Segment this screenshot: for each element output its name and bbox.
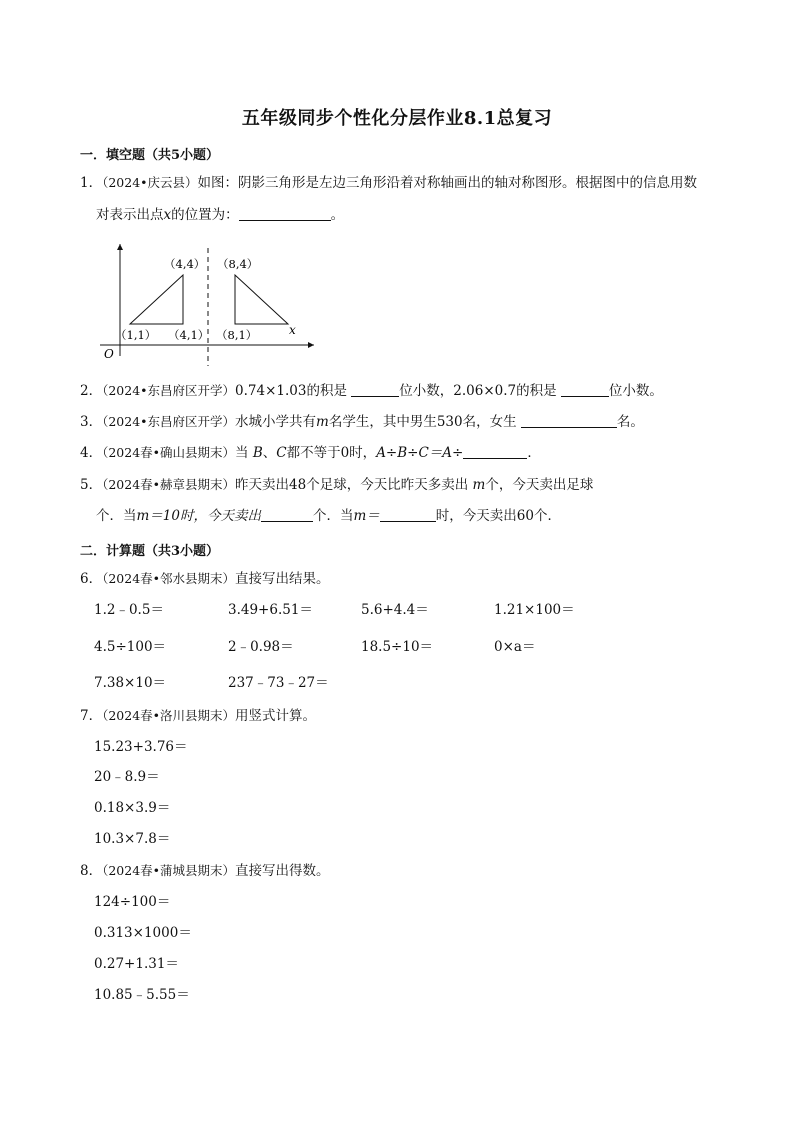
- question-text: 名学生，其中男生530名，女生: [328, 414, 517, 430]
- left-triangle: [130, 275, 183, 324]
- question-number: 7．: [80, 708, 103, 724]
- question-source: （2024•东昌府区开学）: [102, 414, 236, 429]
- variable: m: [316, 414, 329, 430]
- variable: m: [472, 477, 486, 493]
- question-text: 的位置为：: [171, 207, 239, 223]
- question-number: 1．: [80, 175, 103, 191]
- page-title: 五年级同步个性化分层作业8.1总复习: [241, 108, 553, 129]
- calc-item: 4.5÷100＝: [94, 639, 167, 655]
- question-text: 名。: [616, 414, 644, 430]
- question-1-line-2: [96, 205, 344, 225]
- answer-blank[interactable]: [380, 507, 436, 522]
- question-source: （2024春•蒲城县期末）: [102, 863, 236, 878]
- calc-item: 0.27+1.31＝: [94, 956, 179, 972]
- calc-item: 15.23+3.76＝: [94, 739, 188, 755]
- expression: m＝10时，今天卖出: [136, 508, 261, 524]
- calc-item: 10.3×7.8＝: [94, 831, 171, 847]
- calc-item: 0.313×1000＝: [94, 925, 192, 941]
- question-text: 水城小学共有: [235, 414, 317, 430]
- question-text: 个．当: [312, 508, 354, 524]
- answer-blank[interactable]: [463, 444, 527, 459]
- expression: m＝: [353, 508, 380, 524]
- question-5: [80, 475, 720, 495]
- question-3: [80, 412, 720, 432]
- question-text: 当: [235, 445, 249, 461]
- question-source: （2024春•赫章县期末）: [102, 477, 236, 492]
- answer-blank[interactable]: [521, 413, 617, 428]
- question-source: （2024•东昌府区开学）: [102, 383, 236, 398]
- calc-item: 1.21×100＝: [494, 602, 575, 618]
- expression: A÷B÷C＝A÷: [376, 445, 464, 461]
- question-6: [80, 569, 720, 589]
- calc-item: 0×a＝: [494, 639, 536, 655]
- question-7: [80, 706, 720, 726]
- question-text: 对表示出点: [96, 207, 164, 223]
- question-number: 4．: [80, 445, 103, 461]
- question-text: 个，今天卖出足球: [485, 477, 594, 493]
- question-source: （2024•庆云县）: [102, 175, 198, 190]
- point-label: （1,1）: [115, 328, 157, 342]
- calc-item: 1.2﹣0.5＝: [94, 602, 164, 618]
- question-source: （2024春•洛川县期末）: [102, 708, 236, 723]
- question-1: [80, 173, 720, 193]
- question-5-line-2: [96, 506, 561, 526]
- question-text: 个．当: [96, 508, 137, 524]
- reflected-triangle: [235, 275, 288, 324]
- question-text: 如图：阴影三角形是左边三角形沿着对称轴画出的轴对称图形。根据图中的信息用数: [197, 175, 698, 191]
- question-source: （2024春•邻水县期末）: [102, 571, 236, 586]
- calc-item: 2﹣0.98＝: [228, 639, 294, 655]
- question-4: [80, 443, 720, 463]
- calc-item: 0.18×3.9＝: [94, 800, 171, 816]
- point-label: （8,1）: [216, 328, 258, 342]
- calc-item: 124÷100＝: [94, 894, 171, 910]
- variable: x: [163, 207, 172, 223]
- question-number: 6．: [80, 571, 103, 587]
- x-point-label: x: [289, 323, 296, 337]
- answer-blank[interactable]: [239, 206, 331, 221]
- question-text: 用竖式计算。: [235, 708, 317, 724]
- question-text: 都不等于0时，: [286, 445, 377, 461]
- question-text: 位小数。: [608, 383, 663, 399]
- punctuation: 。: [330, 207, 345, 223]
- calc-item: 10.85﹣5.55＝: [94, 987, 190, 1003]
- point-label: （4,1）: [168, 328, 210, 342]
- point-label: （4,4）: [164, 257, 206, 271]
- question-text: 0.74×1.03的积是: [235, 383, 347, 399]
- answer-blank[interactable]: [351, 382, 399, 397]
- question-8: [80, 861, 720, 881]
- question-number: 5．: [80, 477, 103, 493]
- calc-item: 5.6+4.4＝: [361, 602, 429, 618]
- point-label: （8,4）: [217, 257, 259, 271]
- calc-item: 237﹣73﹣27＝: [228, 675, 329, 691]
- question-text: 直接写出结果。: [235, 571, 330, 587]
- coordinate-figure: [90, 238, 330, 368]
- question-text: 直接写出得数。: [235, 863, 330, 879]
- calc-item: 20﹣8.9＝: [94, 769, 160, 785]
- punctuation: 、: [262, 445, 277, 461]
- section-heading-calculation: 二．计算题（共3小题）: [80, 544, 220, 559]
- question-number: 2．: [80, 383, 103, 399]
- punctuation: ．: [527, 445, 541, 461]
- calc-item: 7.38×10＝: [94, 675, 167, 691]
- question-text: 时，今天卖出60个．: [435, 508, 561, 524]
- section-heading-fill-in: 一．填空题（共5小题）: [80, 148, 220, 163]
- answer-blank[interactable]: [261, 507, 313, 522]
- variable: B: [252, 445, 263, 461]
- origin-label: O: [104, 347, 114, 361]
- question-source: （2024春•确山县期末）: [102, 445, 236, 460]
- question-2: [80, 381, 720, 401]
- calc-item: 18.5÷10＝: [361, 639, 434, 655]
- variable: C: [276, 445, 287, 461]
- answer-blank[interactable]: [561, 382, 609, 397]
- question-text: 昨天卖出48个足球，今天比昨天多卖出: [235, 477, 469, 493]
- question-number: 8．: [80, 863, 103, 879]
- question-number: 3．: [80, 414, 103, 430]
- question-text: 位小数，2.06×0.7的积是: [399, 383, 557, 399]
- calc-item: 3.49+6.51＝: [228, 602, 313, 618]
